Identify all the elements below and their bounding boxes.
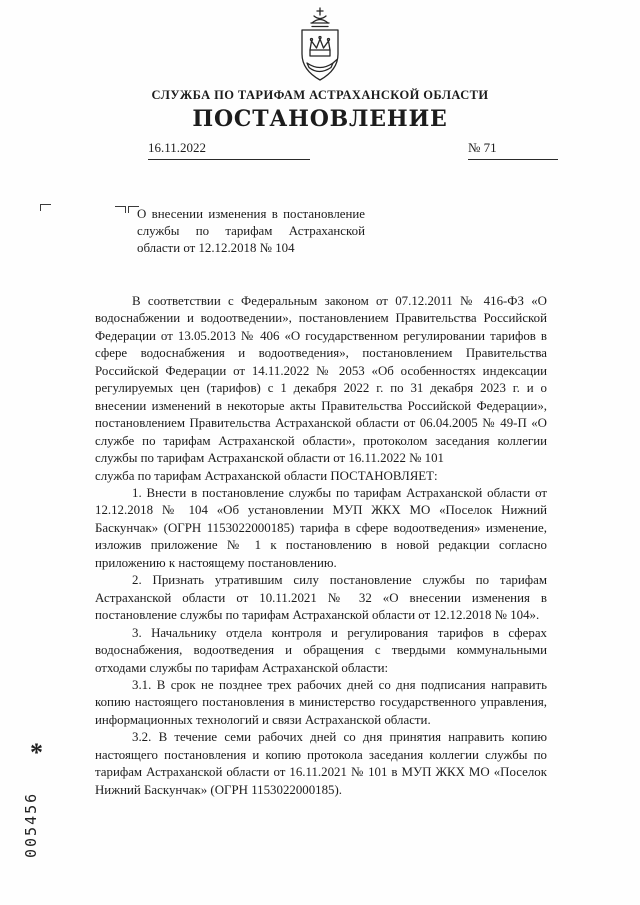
paragraph-item-1: 1. Внести в постановление службы по тарифам Астраханской области от 12.12.2018 № 104 «Об установлении МУП ЖКХ МО «Поселок Нижний Баскунчак» (ОГРН 1153022000185) тарифа в сфере водоотведения» изменение, изложив приложение № 1 к постановлению в новой редакции согласно приложению к настоящему постановлению. bbox=[95, 485, 547, 570]
paragraph-preamble: В соответствии с Федеральным законом от 07.12.2011 № 416-ФЗ «О водоснабжении и водоотведении», постановлением Правительства Российской Федерации от 13.05.2013 № 406 «О государственном регулировании тарифов в сфере водоснабжения и водоотведения», постановлением Правительства Российской Федерации от 14.11.2022 № 2053 «Об особенностях индексации регулируемых цен (тарифов) с 1 декабря 2022 г. по 31 декабря 2023 г. и о внесении изменений в некоторые акты Правительства Российской Федерации», постановлением Правительства Астраханской области от 06.04.2005 № 49-П «О службе по тарифам Астраханской области», протоколом заседания коллегии службы по тарифам Астраханской области от 16.11.2022 № 101 bbox=[95, 294, 547, 466]
date-number-row bbox=[148, 140, 558, 160]
document-body bbox=[95, 293, 547, 799]
agency-name: СЛУЖБА ПО ТАРИФАМ АСТРАХАНСКОЙ ОБЛАСТИ bbox=[151, 88, 489, 102]
paragraph-item-3-1: 3.1. В срок не позднее трех рабочих дней со дня подписания направить копию настоящего постановления в министерство государственного управления, информационных технологий и связи Астраханской области. bbox=[95, 677, 547, 727]
coat-of-arms bbox=[0, 6, 640, 86]
paragraph-item-2: 2. Признать утратившим силу постановление службы по тарифам Астраханской области от 10.11.2021 № 32 «О внесении изменения в постановление службы по тарифам Астраханской области от 12.12.2018 № 104». bbox=[95, 573, 547, 623]
paragraph-item-3: 3. Начальнику отдела контроля и регулирования тарифов в сферах водоснабжения, водоотведения и обращения с твердыми коммунальными отходами службы по тарифам Астраханской области: bbox=[95, 625, 547, 675]
fold-mark bbox=[115, 206, 126, 213]
document-date: 16.11.2022 bbox=[148, 140, 310, 160]
registration-stamp-number: 005456 bbox=[22, 791, 40, 858]
paragraph-item-3-2: 3.2. В течение семи рабочих дней со дня принятия направить копию настоящего постановления и копию протокола заседания коллегии службы по тарифам Астраханской области от 16.11.2021 № 101 в МУП ЖКХ МО «Поселок Нижний Баскунчак» (ОГРН 1153022000185). bbox=[95, 730, 547, 797]
document-type-title: ПОСТАНОВЛЕНИЕ bbox=[192, 106, 448, 132]
coat-of-arms-icon bbox=[288, 6, 352, 86]
document-subject: О внесении изменения в постановление службы по тарифам Астраханской области от 12.12.2018 № 104 bbox=[137, 207, 365, 255]
document-number: № 71 bbox=[468, 140, 558, 160]
paragraph-resolution-lead: служба по тарифам Астраханской области ПОСТАНОВЛЯЕТ: bbox=[95, 468, 438, 483]
fold-mark bbox=[40, 204, 51, 211]
margin-asterisk: * bbox=[30, 738, 43, 767]
